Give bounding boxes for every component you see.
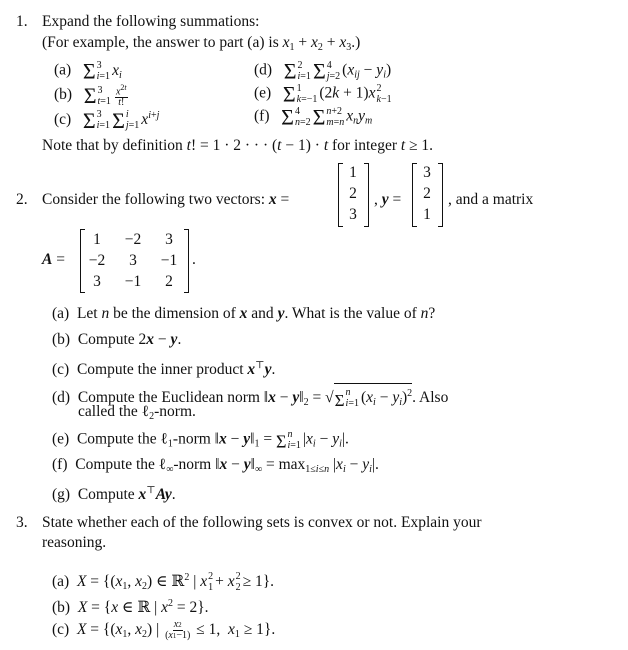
y-vector-right-bracket xyxy=(438,163,443,227)
problem-2-part-a: (a) Let n be the dimension of x and y. What is the value of n? xyxy=(52,305,436,322)
matrix-cell: 3 xyxy=(129,252,137,269)
problem-2-part-b: (b) Compute 2x − y. xyxy=(52,331,182,348)
problem-2-part-c: (c) Compute the inner product x⊤y. xyxy=(52,360,276,378)
matrix-a-label: A = xyxy=(42,251,65,268)
problem-1-part-f: (f) Σ 4 n=2 Σ n+2 m=n $x_ny_m$ xyxy=(254,104,373,130)
y-vector-left-bracket xyxy=(412,163,417,227)
problem-3-text-cont: reasoning. xyxy=(42,534,107,551)
problem-3-number: 3. xyxy=(16,514,28,531)
y-vector-entry: 3 xyxy=(423,164,431,181)
problem-1-title: Expand the following summations: xyxy=(42,13,260,30)
problem-3-part-a: (a) $X = \{(x_1$, $x_2$) ∈ ℝ$^2$ | x 2 1 + x 2 2 ≥ 1}. xyxy=(52,571,275,594)
y-vector-entry: 1 xyxy=(423,206,431,223)
problem-2-part-e: (e) Compute the ℓ$_1$-norm ‖x − $y‖_1 = \Sigma$ n i=1 $|x_i - y_i|$. xyxy=(52,429,349,452)
problem-2-part-f: (f) Compute the ℓ$_\infty$-norm ‖x − $y‖_\infty = \max_{1\le i\le n} |x_i - y_i|$. xyxy=(52,456,379,475)
problem-3-part-c: (c) $X = \{(x_1$, $x_2$) | $\frac{x2}{(x1-1)}$ ≤ 1, $x_1 \ge 1$}. xyxy=(52,619,276,641)
problem-1-part-b: (b) Σ 3 t=1 $\frac{x^{2t}}{t!}$ xyxy=(54,83,127,109)
y-vector-entry: 2 xyxy=(423,185,431,202)
y-vector-label: , y = xyxy=(374,191,402,208)
x-vector-entry: 2 xyxy=(349,185,357,202)
problem-3-text: State whether each of the following sets is convex or not. Explain your xyxy=(42,514,482,531)
problem-1-note: Note that by definition t! = 1 · 2 · · · (t − 1) · t for integer t ≥ 1. xyxy=(42,137,434,154)
x-vector-right-bracket xyxy=(364,163,369,227)
problem-2-part-d-cont: called the ℓ$_2$-norm. xyxy=(78,403,196,422)
matrix-cell: −2 xyxy=(88,252,106,269)
x-vector-entry: 1 xyxy=(349,164,357,181)
problem-3-part-b: (b) X = {x ∈ ℝ | $x^2 = 2$}. xyxy=(52,598,209,616)
and-matrix-text: , and a matrix xyxy=(448,191,534,208)
matrix-cell: −1 xyxy=(124,273,142,290)
problem-1-example: (For example, the answer to part (a) is $x_1 + x_2 + x_3$.) xyxy=(42,34,361,53)
problem-2-intro: Consider the following two vectors: x = xyxy=(42,191,290,208)
problem-1-part-c: (c) Σ 3 i=1 Σ i j=1 $x^{i+j}$ xyxy=(54,108,160,133)
matrix-cell: 3 xyxy=(165,231,173,248)
problem-1-number: 1. xyxy=(16,13,28,30)
matrix-cell: 1 xyxy=(93,231,101,248)
matrix-right-bracket xyxy=(184,229,189,293)
matrix-cell: 3 xyxy=(93,273,101,290)
problem-1-part-e: (e) Σ 1 k=−1 (2k + 1)x 2 k−1 xyxy=(254,81,392,107)
matrix-cell: 2 xyxy=(165,273,173,290)
problem-2-number: 2. xyxy=(16,191,28,208)
problem-2-part-d: (d) Compute the Euclidean norm ‖x − $y‖_2 = √\Sigma$ n i=1 $(x_i - y_i)^2$. Also xyxy=(52,383,448,412)
x-vector-entry: 3 xyxy=(349,206,357,223)
matrix-period: . xyxy=(192,251,196,268)
problem-1-part-d: (d) Σ 2 i=1 Σ 4 j=2 $(x_{ij} - y_i)$ xyxy=(254,58,392,84)
problem-2-part-g: (g) Compute x⊤Ay. xyxy=(52,485,176,503)
problem-1-part-a: (a) Σ 3 i=1 $x_i$ xyxy=(54,58,122,84)
x-vector-left-bracket xyxy=(338,163,343,227)
matrix-cell: −1 xyxy=(160,252,178,269)
matrix-left-bracket xyxy=(80,229,85,293)
matrix-cell: −2 xyxy=(124,231,142,248)
